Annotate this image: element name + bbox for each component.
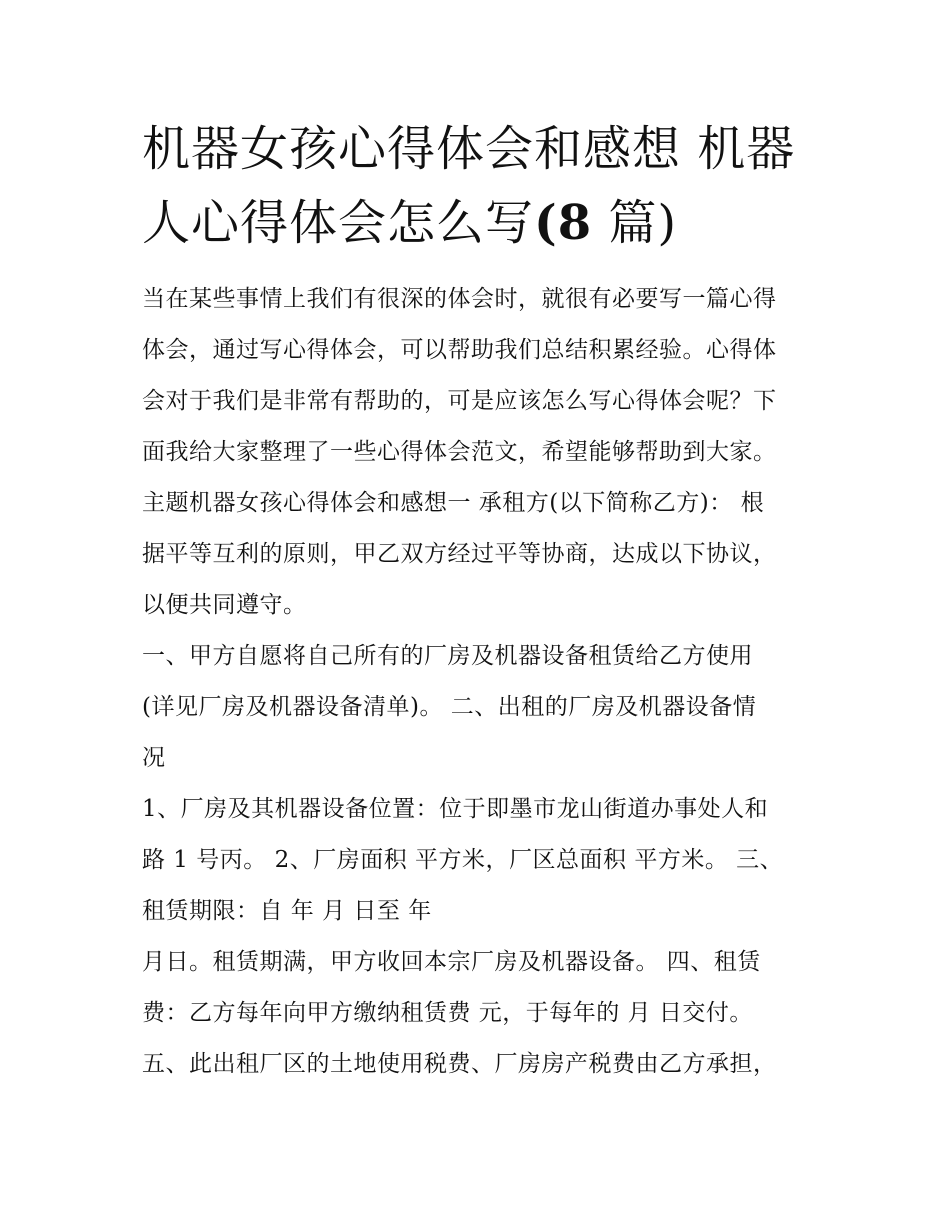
body-line: 据平等互利的原则，甲乙双方经过平等协商，达成以下协议， bbox=[142, 541, 777, 567]
body-line: 五、此出租厂区的土地使用税费、厂房房产税费由乙方承担， bbox=[142, 1051, 777, 1077]
body-line: 1、厂房及其机器设备位置：位于即墨市龙山街道办事处人和 bbox=[142, 796, 769, 822]
title-line-2-prefix: 人心得体会怎么写 bbox=[142, 195, 535, 251]
document-title bbox=[142, 112, 808, 260]
title-line-2-bold: (8 bbox=[534, 195, 593, 251]
document-page bbox=[142, 112, 808, 1090]
document-body bbox=[142, 274, 808, 1090]
body-line: 以便共同遵守。 bbox=[142, 592, 307, 618]
body-line: (详见厂房及机器设备清单)。 二、出租的厂房及机器设备情 bbox=[142, 694, 757, 720]
body-line: 当在某些事情上我们有很深的体会时，就很有必要写一篇心得 bbox=[142, 286, 777, 312]
title-line-2-suffix: 篇) bbox=[592, 195, 678, 251]
body-line: 主题机器女孩心得体会和感想一 承租方(以下简称乙方)： 根 bbox=[142, 490, 765, 516]
body-line: 况 bbox=[142, 745, 166, 771]
title-line-1: 机器女孩心得体会和感想 机器 bbox=[142, 121, 796, 177]
body-line: 体会，通过写心得体会，可以帮助我们总结积累经验。心得体 bbox=[142, 337, 777, 363]
body-line: 路 1 号丙。 2、厂房面积 平方米，厂区总面积 平方米。 三、 bbox=[142, 847, 784, 873]
body-line: 面我给大家整理了一些心得体会范文，希望能够帮助到大家。 bbox=[142, 439, 777, 465]
body-line: 租赁期限：自 年 月 日至 年 bbox=[142, 898, 432, 924]
body-line: 一、甲方自愿将自己所有的厂房及机器设备租赁给乙方使用 bbox=[142, 643, 753, 669]
body-line: 费：乙方每年向甲方缴纳租赁费 元，于每年的 月 日交付。 bbox=[142, 1000, 753, 1026]
body-line: 会对于我们是非常有帮助的，可是应该怎么写心得体会呢？下 bbox=[142, 388, 777, 414]
body-line: 月日。租赁期满，甲方收回本宗厂房及机器设备。 四、租赁 bbox=[142, 949, 761, 975]
